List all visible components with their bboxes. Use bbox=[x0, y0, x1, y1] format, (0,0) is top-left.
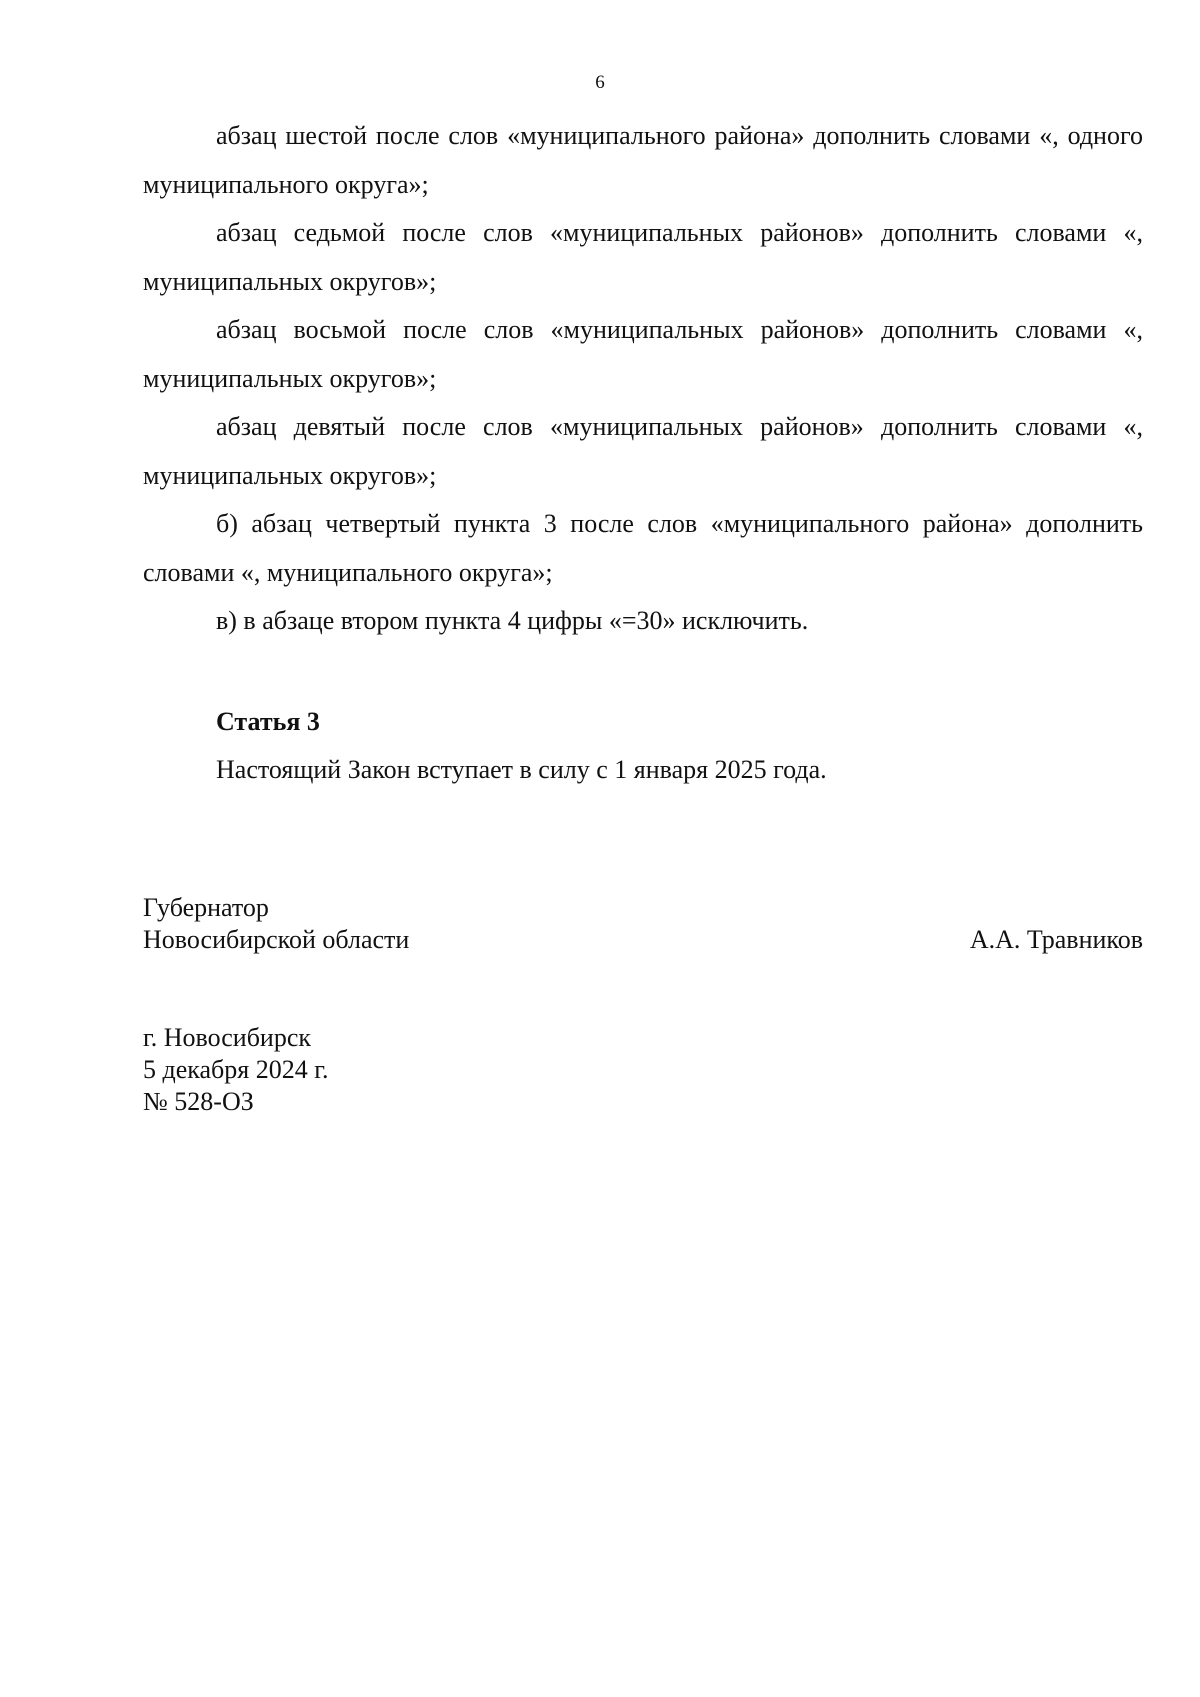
paragraph-4: абзац девятый после слов «муниципальных районов» дополнить словами «, муниципальных округов»; bbox=[143, 412, 1143, 490]
signatory-title-line2: Новосибирской области bbox=[143, 925, 410, 954]
document-number: № 528-ОЗ bbox=[143, 1087, 254, 1116]
article-heading: Статья 3 bbox=[216, 707, 320, 736]
signatory-name: А.А. Травников bbox=[969, 925, 1143, 954]
amendment-text bbox=[143, 112, 1143, 646]
document-meta bbox=[143, 1022, 743, 1118]
paragraph-6: в) в абзаце втором пункта 4 цифры «=30» исключить. bbox=[216, 606, 809, 635]
signature-block bbox=[143, 892, 1143, 956]
article-text: Настоящий Закон вступает в силу с 1 января 2025 года. bbox=[216, 755, 827, 784]
paragraph-2: абзац седьмой после слов «муниципальных районов» дополнить словами «, муниципальных округов»; bbox=[143, 218, 1143, 296]
paragraph-5: б) абзац четвертый пункта 3 после слов «муниципального района» дополнить словами «, муниципального округа»; bbox=[143, 509, 1143, 587]
page-number: 6 bbox=[595, 72, 605, 93]
document-date: 5 декабря 2024 г. bbox=[143, 1055, 329, 1084]
paragraph-3: абзац восьмой после слов «муниципальных районов» дополнить словами «, муниципальных округов»; bbox=[143, 315, 1143, 393]
paragraph-1: абзац шестой после слов «муниципального района» дополнить словами «, одного муниципального округа»; bbox=[143, 121, 1143, 199]
document-city: г. Новосибирск bbox=[143, 1023, 312, 1052]
article-3 bbox=[216, 698, 1136, 794]
signatory-title-line1: Губернатор bbox=[143, 893, 269, 922]
